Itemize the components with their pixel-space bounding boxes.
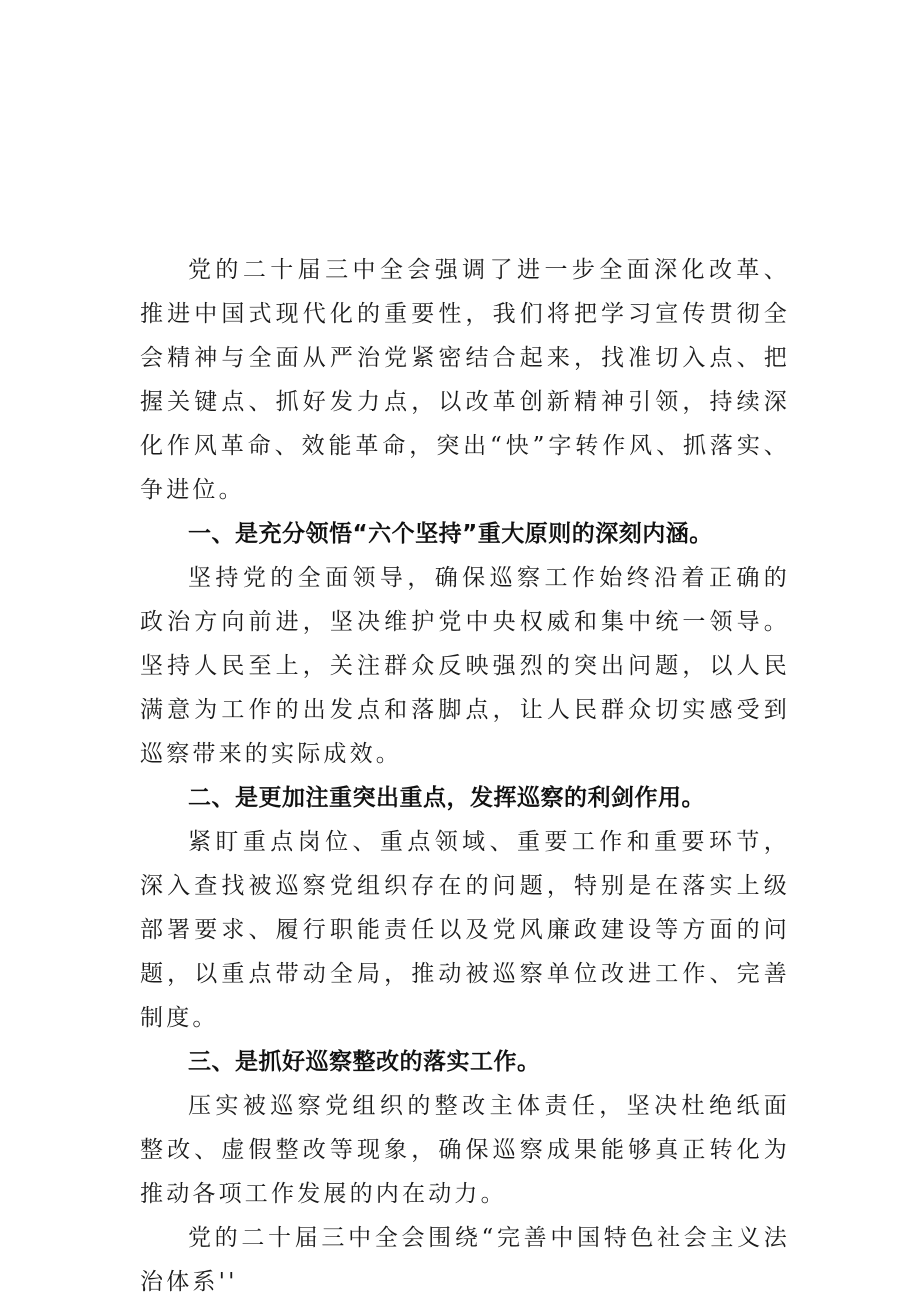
section-2-paragraph: 紧盯重点岗位、重点领域、重要工作和重要环节，深入查找被巡察党组织存在的问题，特别是在落实上级部署要求、履行职能责任以及党风廉政建设等方面的问题，以重点带动全局，推动被巡察单位改进工作、完善制度。 xyxy=(140,829,790,1031)
document-body xyxy=(140,248,790,1304)
section-1-heading: 一、是充分领悟“六个坚持”重大原则的深刻内涵。 xyxy=(188,521,713,547)
section-3-heading: 三、是抓好巡察整改的落实工作。 xyxy=(188,1049,541,1075)
section-2-heading: 二、是更加注重突出重点，发挥巡察的利剑作用。 xyxy=(188,785,705,811)
section-1-paragraph: 坚持党的全面领导，确保巡察工作始终沿着正确的政治方向前进，坚决维护党中央权威和集中统一领导。坚持人民至上，关注群众反映强烈的突出问题，以人民满意为工作的出发点和落脚点，让人民群众切实感受到巡察带来的实际成效。 xyxy=(140,565,790,767)
intro-paragraph: 党的二十届三中全会强调了进一步全面深化改革、推进中国式现代化的重要性，我们将把学习宣传贯彻全会精神与全面从严治党紧密结合起来，找准切入点、把握关键点、抓好发力点，以改革创新精神引领，持续深化作风革命、效能革命，突出“快”字转作风、抓落实、争进位。 xyxy=(140,257,790,503)
section-3-paragraph: 压实被巡察党组织的整改主体责任，坚决杜绝纸面整改、虚假整改等现象，确保巡察成果能够真正转化为推动各项工作发展的内在动力。 xyxy=(140,1093,790,1207)
closing-paragraph: 党的二十届三中全会围绕“完善中国特色社会主义法治体系'' xyxy=(140,1225,790,1295)
